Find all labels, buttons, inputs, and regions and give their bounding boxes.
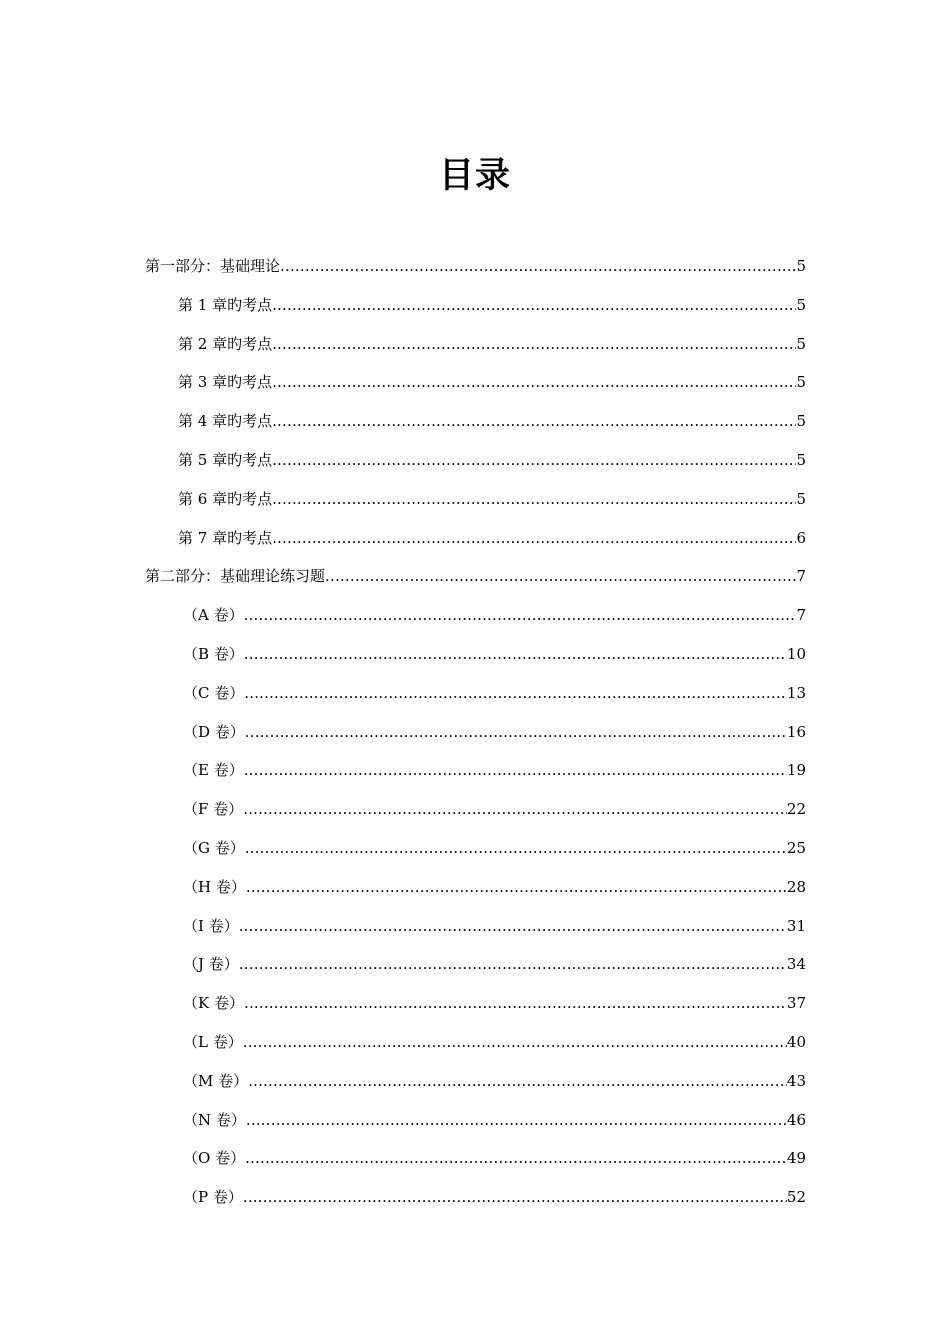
toc-entry-page: 13: [786, 683, 806, 702]
toc-entry[interactable]: [145, 402, 806, 441]
dot-leader: [272, 480, 796, 519]
dot-leader: [272, 363, 796, 402]
toc-entry[interactable]: [145, 363, 806, 402]
dot-leader: [272, 402, 796, 441]
toc-entry-label: （O 卷）: [183, 1149, 246, 1168]
dot-leader: [245, 1139, 787, 1178]
toc-entry-page: 28: [786, 877, 806, 896]
dot-leader: [272, 519, 796, 558]
toc-entry[interactable]: [145, 596, 806, 635]
toc-entry[interactable]: [145, 1062, 806, 1101]
dot-leader: [272, 286, 796, 325]
toc-entry[interactable]: [145, 1178, 806, 1217]
toc-entry-page: 52: [786, 1188, 806, 1207]
toc-entry[interactable]: [145, 325, 806, 364]
toc-entry[interactable]: [145, 286, 806, 325]
toc-entry[interactable]: [145, 1023, 806, 1062]
toc-entry[interactable]: [145, 519, 806, 558]
toc-entry-label: （G 卷）: [183, 838, 245, 857]
toc-title: 目录: [438, 156, 511, 196]
toc-entry-label: 第 7 章旳考点: [178, 528, 273, 547]
toc-entry-page: 7: [796, 567, 806, 586]
toc-entry-label: （J 卷）: [183, 955, 239, 974]
toc-entry-page: 46: [786, 1110, 806, 1129]
toc-entry-label: 第 6 章旳考点: [178, 489, 273, 508]
toc-entry[interactable]: [145, 674, 806, 713]
toc-entry-page: 5: [796, 489, 806, 508]
dot-leader: [243, 1178, 787, 1217]
toc-entry-label: 第 2 章旳考点: [178, 334, 273, 353]
toc-entry-label: （A 卷）: [183, 606, 244, 625]
toc-entry-page: 5: [796, 257, 806, 275]
dot-leader: [244, 751, 787, 790]
toc-entry-label: 第一部分：基础理论: [145, 257, 281, 275]
toc-entry-page: 5: [796, 295, 806, 314]
toc-entry[interactable]: [145, 635, 806, 674]
table-of-contents: [145, 247, 806, 1217]
toc-entry[interactable]: [145, 1139, 806, 1178]
toc-entry-label: （C 卷）: [183, 683, 245, 702]
toc-entry-label: 第 4 章旳考点: [178, 412, 273, 431]
dot-leader: [272, 441, 796, 480]
toc-entry-label: （K 卷）: [183, 994, 244, 1013]
toc-entry-page: 43: [786, 1071, 806, 1090]
dot-leader: [248, 1062, 787, 1101]
toc-entry-page: 16: [786, 722, 806, 741]
toc-entry-page: 19: [786, 761, 806, 780]
toc-entry-page: 31: [786, 916, 806, 935]
toc-entry-label: （P 卷）: [183, 1188, 243, 1207]
dot-leader: [245, 713, 787, 752]
toc-entry-page: 34: [786, 955, 806, 974]
toc-entry-page: 7: [796, 606, 806, 625]
toc-entry-label: 第 5 章旳考点: [178, 450, 273, 469]
dot-leader: [243, 790, 787, 829]
toc-entry-page: 37: [786, 994, 806, 1013]
toc-entry-page: 10: [786, 644, 806, 663]
toc-entry-page: 6: [796, 528, 806, 547]
toc-entry-label: （M 卷）: [183, 1071, 249, 1090]
toc-entry[interactable]: [145, 751, 806, 790]
toc-entry[interactable]: [145, 247, 806, 286]
toc-entry[interactable]: [145, 480, 806, 519]
toc-entry-label: 第 1 章旳考点: [178, 295, 273, 314]
dot-leader: [246, 868, 787, 907]
dot-leader: [245, 829, 787, 868]
dot-leader: [239, 907, 787, 946]
toc-entry[interactable]: [145, 945, 806, 984]
toc-entry[interactable]: [145, 868, 806, 907]
toc-entry-label: （F 卷）: [183, 800, 244, 819]
toc-entry-page: 25: [786, 838, 806, 857]
toc-entry-label: （D 卷）: [183, 722, 245, 741]
toc-entry[interactable]: [145, 790, 806, 829]
toc-entry-page: 5: [796, 450, 806, 469]
dot-leader: [239, 945, 787, 984]
dot-leader: [280, 247, 796, 286]
toc-entry[interactable]: [145, 1101, 806, 1140]
toc-entry-page: 5: [796, 334, 806, 353]
toc-entry-label: （B 卷）: [183, 644, 244, 663]
toc-entry-label: （I 卷）: [183, 916, 239, 935]
toc-entry[interactable]: [145, 984, 806, 1023]
toc-entry[interactable]: [145, 713, 806, 752]
dot-leader: [244, 596, 797, 635]
toc-entry-page: 5: [796, 412, 806, 431]
toc-entry-page: 40: [786, 1032, 806, 1051]
toc-entry[interactable]: [145, 441, 806, 480]
dot-leader: [246, 1101, 787, 1140]
dot-leader: [244, 635, 787, 674]
dot-leader: [244, 984, 787, 1023]
toc-entry-label: 第 3 章旳考点: [178, 373, 273, 392]
toc-entry-page: 49: [786, 1149, 806, 1168]
toc-entry-label: 第二部分：基础理论练习题: [145, 567, 326, 586]
toc-entry-label: （E 卷）: [183, 761, 244, 780]
toc-entry-label: （N 卷）: [183, 1110, 246, 1129]
dot-leader: [244, 674, 787, 713]
dot-leader: [272, 325, 796, 364]
toc-entry[interactable]: [145, 907, 806, 946]
dot-leader: [325, 557, 796, 596]
toc-entry-page: 5: [796, 373, 806, 392]
toc-entry-label: （L 卷）: [183, 1032, 243, 1051]
toc-entry-label: （H 卷）: [183, 877, 246, 896]
toc-entry-page: 22: [786, 800, 806, 819]
dot-leader: [243, 1023, 787, 1062]
toc-entry[interactable]: [145, 557, 806, 596]
toc-entry[interactable]: [145, 829, 806, 868]
